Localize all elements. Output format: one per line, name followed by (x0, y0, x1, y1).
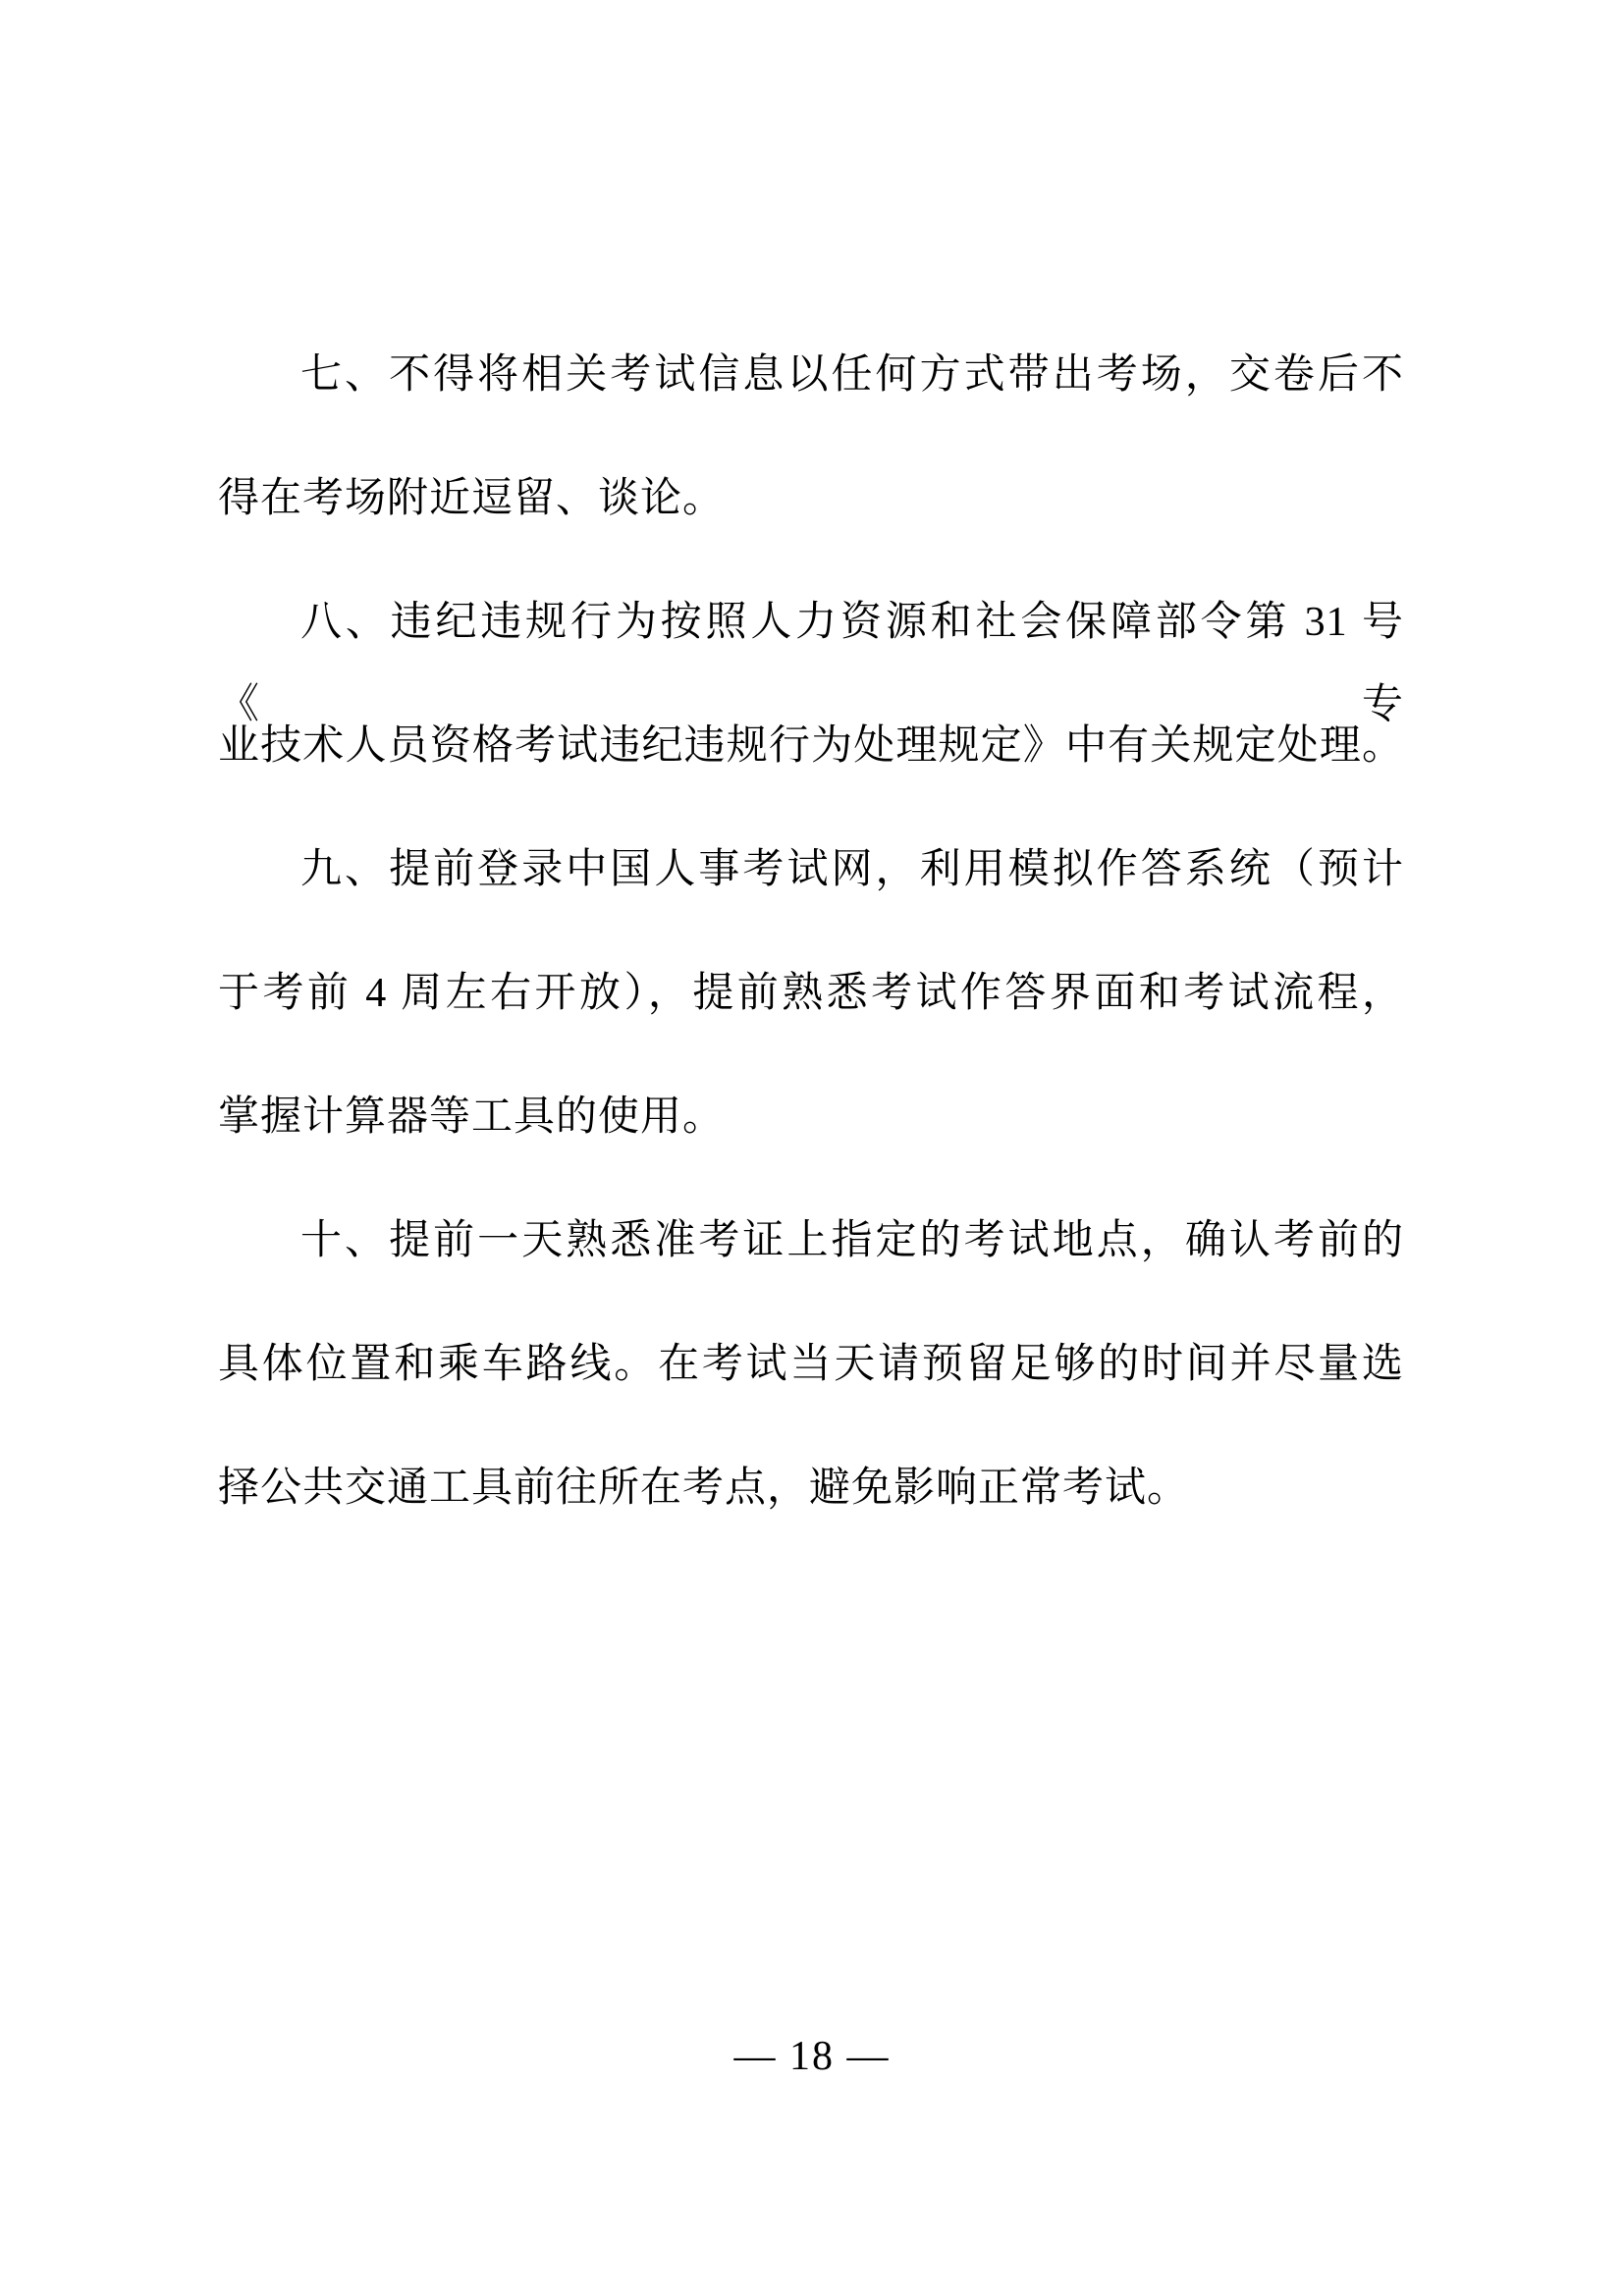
paragraph-item-7 (218, 334, 1404, 540)
paragraph-line: 掌握计算器等工具的使用。 (218, 1095, 726, 1140)
paragraph-item-8 (218, 581, 1404, 787)
paragraph-item-10 (218, 1200, 1404, 1529)
paragraph-line: 十、提前一天熟悉准考证上指定的考试地点，确认考前的 (300, 1218, 1404, 1263)
page-number: — 18 — (733, 2034, 891, 2079)
paragraph-line: 九、提前登录中国人事考试网，利用模拟作答系统（预计 (300, 847, 1404, 892)
paragraph-line: 八、违纪违规行为按照人力资源和社会保障部令第 31 号《专 (218, 600, 1404, 727)
paragraph-line: 择公共交通工具前往所在考点，避免影响正常考试。 (218, 1466, 1190, 1511)
paragraph-line: 具体位置和乘车路线。在考试当天请预留足够的时间并尽量选 (218, 1342, 1404, 1387)
document-body (218, 293, 1404, 1571)
paragraph-line: 七、不得将相关考试信息以任何方式带出考场，交卷后不 (300, 352, 1404, 398)
paragraph-line: 业技术人员资格考试违纪违规行为处理规定》中有关规定处理。 (218, 723, 1404, 769)
paragraph-line: 于考前 4 周左右开放），提前熟悉考试作答界面和考试流程， (218, 971, 1404, 1016)
paragraph-line: 得在考场附近逗留、谈论。 (218, 476, 726, 521)
page-footer (0, 2032, 1624, 2081)
paragraph-item-9 (218, 828, 1404, 1158)
